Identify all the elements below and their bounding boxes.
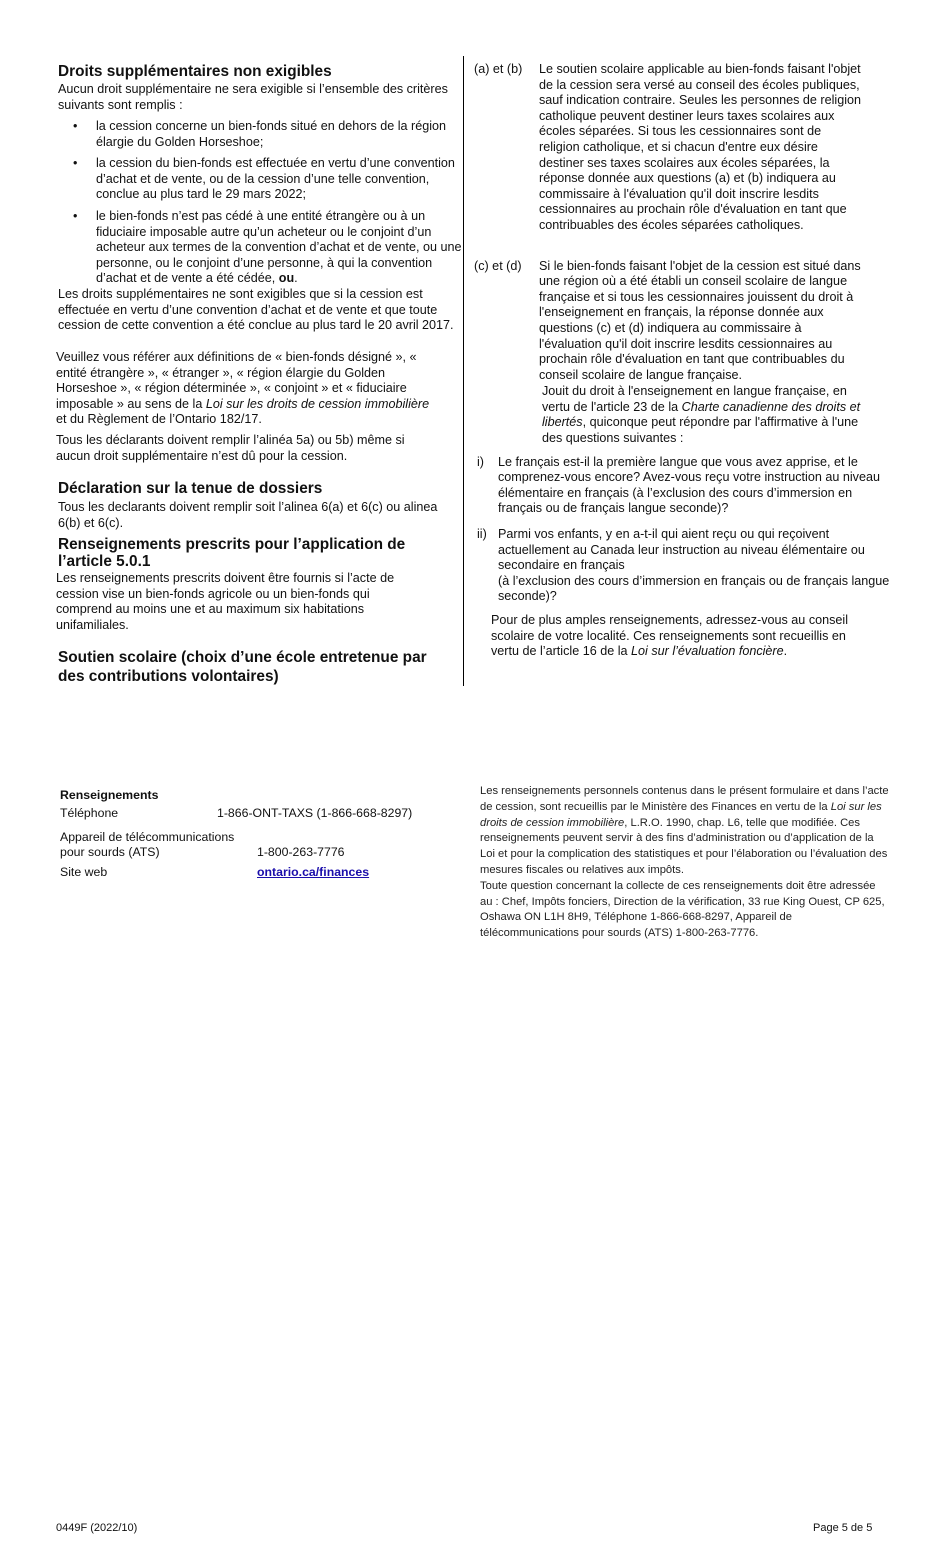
question-i-text: Le français est-il la première langue que vous avez apprise, et le comprenez-vous encore? Avez-vous reçu votre instruction au niveau élémentaire en français (à l’exclusion des cours d’immersion en français ou de français langue seconde)? [498, 454, 880, 516]
cd-text: Si le bien-fonds faisant l'objet de la cession est situé dans une région où a été établi un conseil scolaire de langue française et si tous les cessionnaires jouissent du droit à l'enseignement en français, la réponse donnée aux questions (c) et (d) indiquera au commissaire à l'évaluation qu'il doit inscrire lesdits cessionnaires au prochain rôle d'évaluation en tant que contribuables du conseil scolaire de langue française. [539, 258, 861, 382]
droits-bullet-list [58, 119, 468, 287]
dossiers-text: Tous les declarants doivent remplir soit l’alinea 6(a) et 6(c) ou alinea 6(b) et 6(c). [58, 500, 438, 530]
website-link[interactable]: ontario.ca/finances [257, 864, 370, 879]
privacy-paragraph-2: Toute question concernant la collecte de ces renseignements doit être adressée au : Chef, Impôts fonciers, Direction de la vérification, 33 rue King Ouest, CP 625, Oshawa ON L1H 8H9, Téléphone 1-866-668-8297, Appareil de télécommunications pour sourds (ATS) 1-800-263-7776. [480, 879, 885, 940]
privacy-law-title: Loi sur les droits de cession immobilière [480, 800, 882, 829]
phone-label: Téléphone [60, 805, 119, 820]
loi-evaluation-title: Loi sur l’évaluation foncière [631, 644, 784, 659]
question-ii-number: ii) [477, 527, 487, 542]
droits-heading: Droits supplémentaires non exigibles [58, 63, 332, 80]
privacy-paragraph-1: Les renseignements personnels contenus dans le présent formulaire et dans l’acte de cession, sont recueillis par le Ministère des Finances en vertu de la Loi sur les droits de cession immobilière, L.R.O. 1990, chap. L6, telle que modifiée. Ces renseignements peuvent servir à des fins d’administration ou d’application de la Loi et pour la complication des statistiques et pour l’élaboration ou l’évaluation des mesures fiscales ou relatives aux impôts. [480, 785, 889, 876]
bullet-icon: • [73, 208, 78, 223]
droits-bullet-1: • la cession concerne un bien-fonds situé en dehors de la région élargie du Golden Horseshoe; [73, 119, 447, 149]
prescrits-body [56, 571, 426, 633]
definitions-block [56, 350, 441, 464]
tty-row [60, 830, 440, 863]
bullet-icon: • [73, 156, 78, 171]
bullet-icon: • [73, 119, 78, 133]
prescrits-text: Les renseignements prescrits doivent être fournis si l’acte de cession vise un bien-fonds agricole ou un bien-fonds qui comprend au moins une et au maximum six habitations unifamiliales. [56, 571, 395, 632]
right-column [474, 62, 894, 660]
dossiers-section [58, 480, 458, 531]
question-i-number: i) [477, 454, 484, 469]
law-title: Loi sur les droits de cession immobilière [205, 396, 430, 411]
phone-row [60, 806, 440, 824]
droits-intro: Aucun droit supplémentaire ne sera exigible si l’ensemble des critères suivants sont remplis : [58, 82, 448, 112]
question-ii-text-2: (à l’exclusion des cours d’immersion en français ou de français langue seconde)? [498, 573, 890, 604]
bullet-or: ou [278, 271, 295, 286]
droits-bullet-3: • le bien-fonds n’est pas cédé à une entité étrangère ou à un fiduciaire imposable autre qu’un acheteur ou le conjoint d’un acheteur aux termes de la convention d’achat et de vente, ou une personne, ou le conjoint d’une personne, à qui la convention d’achat et de vente a été cédée, ou. [73, 208, 462, 286]
charte-title: Charte canadienne des droits et libertés [542, 399, 861, 430]
contact-heading: Renseignements [60, 788, 159, 802]
page-number: Page 5 de 5 [813, 1522, 873, 1534]
question-ii [474, 527, 894, 605]
phone-value: 1-866-ONT-TAXS (1-866-668-8297) [217, 805, 413, 820]
droits-bullet-2: • la cession du bien-fonds est effectuée en vertu d’une convention d’achat et de vente, ou de la cession d’une telle convention, conclue au plus tard le 29 mars 2022; [73, 156, 455, 202]
answer-ab [474, 62, 894, 234]
question-i [474, 455, 894, 517]
answer-cd [474, 259, 894, 447]
cd-label: (c) et (d) [474, 258, 522, 273]
plus-renseignements-text: Pour de plus amples renseignements, adressez-vous au conseil scolaire de votre localité. Ces renseignements sont recueillis en vertu de l’article 16 de la Loi sur l’évaluation foncière. [491, 613, 849, 659]
question-ii-text: Parmi vos enfants, y en a-t-il qui aient reçu ou qui reçoivent actuellement au Canada leur instruction au niveau élémentaire ou secondaire en français [498, 527, 865, 573]
soutien-heading: Soutien scolaire (choix d’une école entretenue par des contributions volontaires) [58, 649, 427, 685]
dossiers-heading: Déclaration sur la tenue de dossiers [58, 480, 323, 497]
privacy-notice [480, 784, 890, 942]
tty-label: Appareil de télécommunications pour sourds (ATS) [60, 829, 235, 860]
web-label: Site web [60, 864, 108, 879]
ab-label: (a) et (b) [474, 62, 523, 76]
form-number: 0449F (2022/10) [56, 1522, 138, 1534]
declarants-text: Tous les déclarants doivent remplir l’alinéa 5a) ou 5b) même si aucun droit supplémentaire n’est dû pour la cession. [56, 432, 405, 463]
definitions-text: Veuillez vous référer aux définitions de « bien-fonds désigné », « entité étrangère », « étranger », « région élargie du Golden Horseshoe », « région déterminée », « conjoint » et « fiduciaire imposable » au sens de la Loi sur les droits de cession immobilière et du Règlement de l’Ontario 182/17. [56, 350, 430, 427]
prescrits-section [58, 536, 448, 570]
exigibles-text: Les droits supplémentaires ne sont exigibles que si la cession est effectuée en vertu d’une convention d’achat et de vente et que toute cession de cette convention a été conclue au plus tard le 20 avril 2017. [58, 287, 454, 333]
ab-text: Le soutien scolaire applicable au bien-fonds faisant l'objet de la cession sera versé au conseil des écoles publiques, sauf indication contraire. Seules les personnes de religion catholique peuvent destiner leurs taxes scolaires aux écoles séparées. Si tous les cessionnaires sont de religion catholique, et si chacun d'entre eux désire destiner ses taxes scolaires aux écoles séparées, la réponse donnée aux questions (a) et (b) indiquera au commissaire à l'évaluation qu'il doit inscrire lesdits cessionnaires au prochain rôle d'évaluation en tant que contribuables des écoles séparées catholiques. [539, 62, 862, 232]
droits-section [58, 63, 468, 113]
column-divider [463, 56, 464, 686]
tty-value: 1-800-263-7776 [257, 844, 345, 859]
cd-jouit-text: Jouit du droit à l'enseignement en langue française, en vertu de l'article 23 de la Charte canadienne des droits et libertés, quiconque peut répondre par l'affirmative à l'une des questions suivantes : [542, 384, 861, 446]
soutien-section [58, 648, 453, 686]
contact-section [60, 788, 440, 883]
droits-paragraphs [58, 287, 462, 334]
prescrits-heading: Renseignements prescrits pour l’application de l’article 5.0.1 [58, 536, 406, 570]
web-row [60, 865, 440, 883]
